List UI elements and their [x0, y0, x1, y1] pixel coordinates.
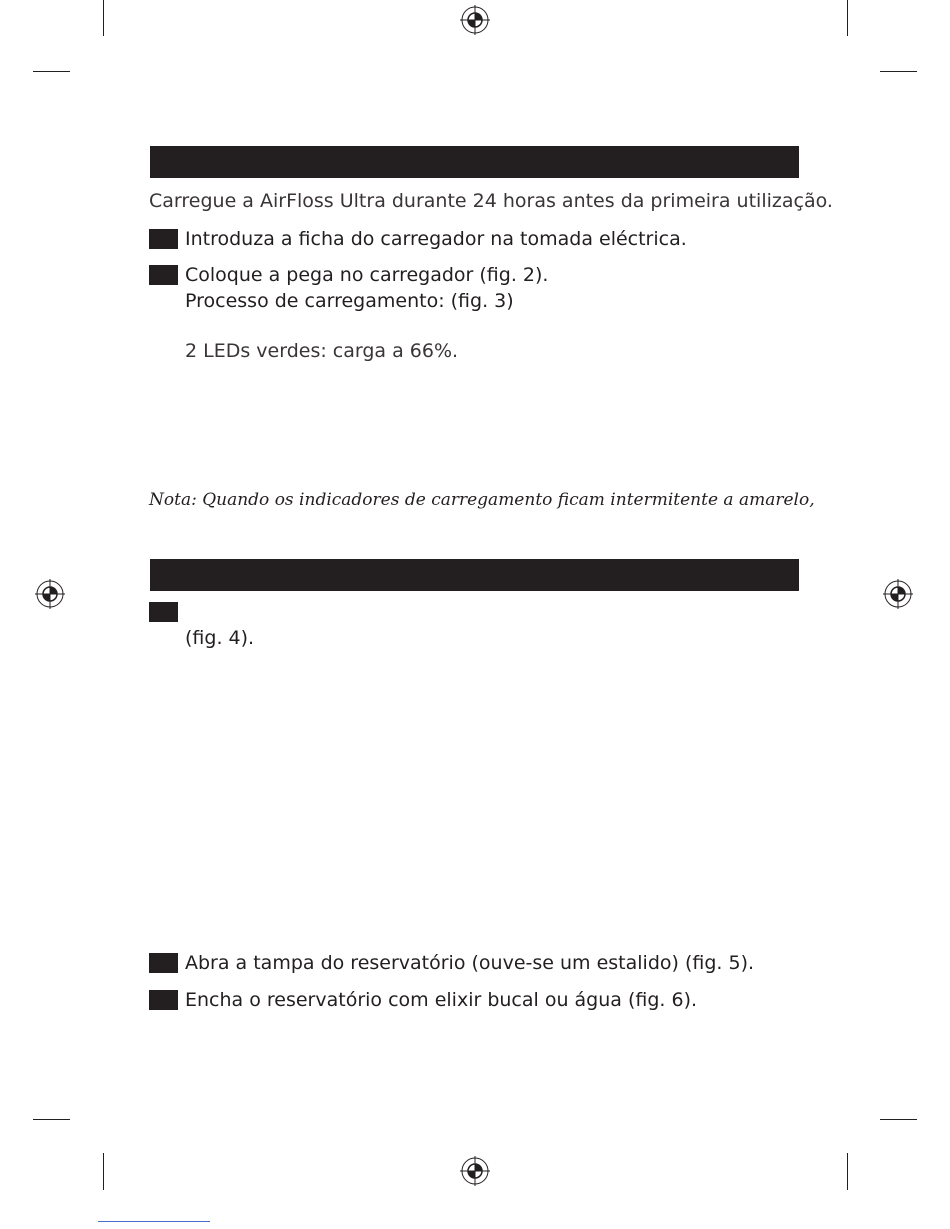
charging-step-2: Coloque a pega no carregador (fig. 2).	[185, 264, 549, 286]
step-marker-5	[149, 990, 178, 1010]
crop-mark-bottom-right-h	[880, 1119, 917, 1120]
registration-mark-left-icon	[35, 579, 65, 609]
section-header-bar-filling	[150, 559, 799, 591]
filling-step-1: (fig. 4).	[185, 627, 255, 649]
step-marker-3	[149, 602, 178, 622]
crop-mark-bottom-left-h	[33, 1119, 70, 1120]
charging-intro: Carregue a AirFloss Ultra durante 24 horas antes da primeira utilização.	[149, 190, 833, 212]
charging-note: Nota: Quando os indicadores de carregamento ficam intermitente a amarelo,	[149, 490, 815, 510]
filling-step-3: Encha o reservatório com elixir bucal ou água (fig. 6).	[185, 989, 698, 1011]
step-marker-2	[149, 265, 178, 285]
registration-mark-right-icon	[883, 579, 913, 609]
section-header-bar-charging	[150, 146, 799, 178]
crop-mark-top-left	[103, 0, 104, 36]
led-note: 2 LEDs verdes: carga a 66%.	[185, 340, 459, 362]
step-marker-4	[149, 953, 178, 973]
charging-step-2-sub: Processo de carregamento: (fig. 3)	[185, 290, 514, 312]
charging-step-1: Introduza a ficha do carregador na tomada eléctrica.	[185, 228, 687, 250]
crop-mark-bottom-left	[103, 1153, 104, 1190]
crop-mark-top-right-h	[880, 71, 917, 72]
bottom-blue-rule	[98, 1221, 210, 1222]
crop-mark-top-left-h	[33, 71, 70, 72]
crop-mark-bottom-right	[847, 1153, 848, 1190]
filling-step-2: Abra a tampa do reservatório (ouve-se um estalido) (fig. 5).	[185, 952, 755, 974]
crop-mark-top-right	[847, 0, 848, 36]
registration-mark-bottom-icon	[460, 1156, 490, 1186]
step-marker-1	[149, 229, 178, 249]
registration-mark-top-icon	[460, 5, 490, 35]
